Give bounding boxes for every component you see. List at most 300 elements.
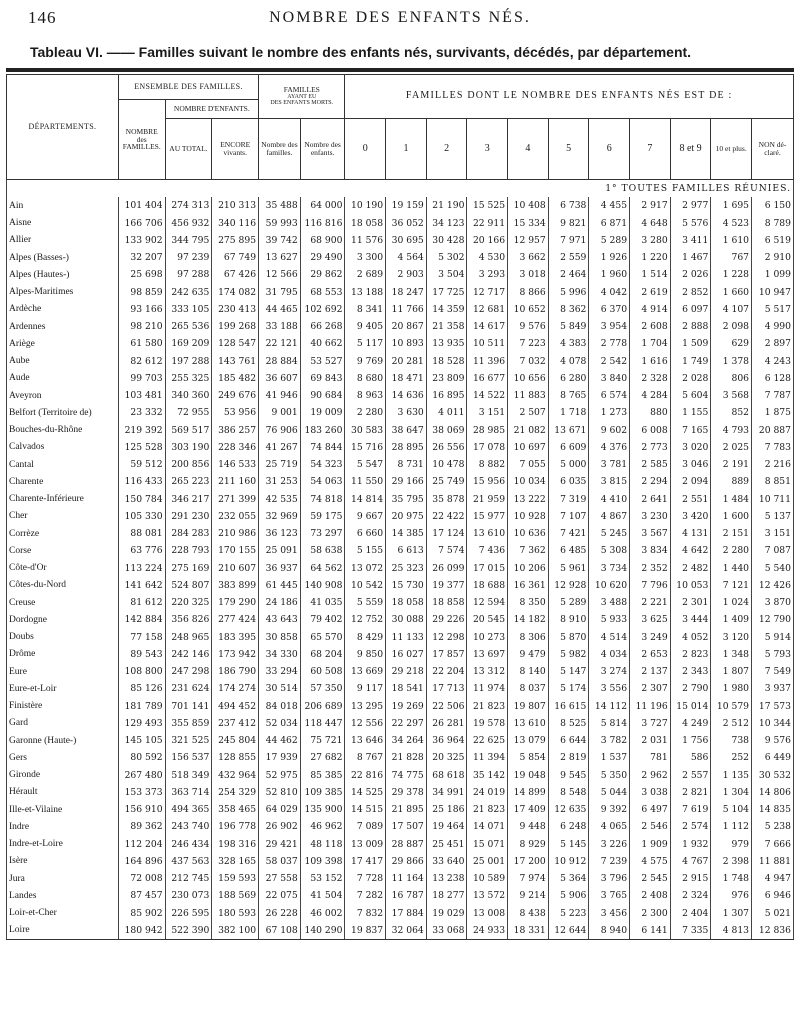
table-cell: 12 426: [752, 577, 794, 594]
table-cell: 63 776: [118, 542, 165, 559]
table-cell: 30 583: [345, 422, 386, 439]
header-col-6: 6: [589, 119, 630, 180]
table-cell: 29 421: [259, 836, 301, 853]
table-row: [7, 577, 794, 594]
table-cell: 2 653: [630, 646, 671, 663]
table-cell: 1 610: [711, 232, 752, 249]
table-cell: 36 123: [259, 525, 301, 542]
table-row: [7, 784, 794, 801]
table-row: [7, 749, 794, 766]
table-cell: 3 293: [467, 266, 508, 283]
table-cell: 20 325: [426, 749, 467, 766]
table-cell: 252: [711, 749, 752, 766]
table-cell: 16 677: [467, 370, 508, 387]
table-cell: 199 268: [212, 318, 259, 335]
table-cell: 146 533: [212, 456, 259, 473]
department-name: Ardèche: [7, 301, 119, 318]
header-fd-nombre-familles: Nombre des familles.: [259, 119, 301, 180]
department-name: Jura: [7, 870, 119, 887]
table-cell: 8 525: [548, 715, 589, 732]
table-cell: 82 612: [118, 353, 165, 370]
table-cell: 4 813: [711, 922, 752, 940]
table-cell: 135 900: [300, 801, 345, 818]
table-cell: 99 703: [118, 370, 165, 387]
table-cell: 16 787: [386, 887, 427, 904]
table-cell: 8 350: [508, 594, 549, 611]
table-row: [7, 370, 794, 387]
table-cell: 1 155: [670, 404, 711, 421]
header-ensemble: ENSEMBLE DES FAMILLES.: [118, 75, 258, 100]
table-cell: 586: [670, 749, 711, 766]
table-cell: 1 467: [670, 249, 711, 266]
table-cell: 889: [711, 473, 752, 490]
table-cell: 9 448: [508, 818, 549, 835]
table-row: [7, 284, 794, 301]
table-cell: 10 620: [589, 577, 630, 594]
table-cell: 25 323: [386, 560, 427, 577]
table-cell: 3 151: [467, 404, 508, 421]
department-name: Charente: [7, 473, 119, 490]
department-name: Doubs: [7, 629, 119, 646]
table-row: [7, 887, 794, 904]
department-name: Isère: [7, 853, 119, 870]
table-cell: 30 532: [752, 767, 794, 784]
department-name: Creuse: [7, 594, 119, 611]
table-cell: 54 323: [300, 456, 345, 473]
header-col-4: 4: [508, 119, 549, 180]
table-cell: 22 625: [467, 732, 508, 749]
table-cell: 1 409: [711, 611, 752, 628]
table-cell: 248 965: [165, 629, 212, 646]
table-cell: 22 816: [345, 767, 386, 784]
table-row: [7, 335, 794, 352]
table-row: [7, 732, 794, 749]
table-cell: 2 482: [670, 560, 711, 577]
table-cell: 8 306: [508, 629, 549, 646]
table-cell: 3 796: [589, 870, 630, 887]
table-cell: 18 058: [386, 594, 427, 611]
table-cell: 18 471: [386, 370, 427, 387]
table-cell: 19 837: [345, 922, 386, 940]
table-cell: 2 903: [386, 266, 427, 283]
table-cell: 1 509: [670, 335, 711, 352]
department-name: Indre: [7, 818, 119, 835]
section-row: [7, 180, 794, 198]
table-cell: 1 112: [711, 818, 752, 835]
table-cell: 11 974: [467, 680, 508, 697]
table-cell: 5 982: [548, 646, 589, 663]
table-title: Tableau VI. —— Familles suivant le nombre des enfants nés, survivants, décédés, par département.: [30, 44, 692, 60]
table-cell: 29 490: [300, 249, 345, 266]
table-cell: 102 692: [300, 301, 345, 318]
table-cell: 12 752: [345, 611, 386, 628]
table-cell: 245 804: [212, 732, 259, 749]
table-cell: 8 362: [548, 301, 589, 318]
table-cell: 27 558: [259, 870, 301, 887]
table-cell: 5 793: [752, 646, 794, 663]
table-cell: 8 731: [386, 456, 427, 473]
table-cell: 24 933: [467, 922, 508, 940]
table-cell: 9 117: [345, 680, 386, 697]
table-row: [7, 318, 794, 335]
header-col-3: 3: [467, 119, 508, 180]
table-cell: 303 190: [165, 439, 212, 456]
table-cell: 328 165: [212, 853, 259, 870]
table-cell: 13 697: [467, 646, 508, 663]
table-cell: 19 159: [386, 197, 427, 214]
table-cell: 198 316: [212, 836, 259, 853]
table-cell: 3 280: [630, 232, 671, 249]
department-name: Alpes (Basses-): [7, 249, 119, 266]
table-cell: 976: [711, 887, 752, 904]
table-cell: 101 404: [118, 197, 165, 214]
department-name: Gers: [7, 749, 119, 766]
table-cell: 74 844: [300, 439, 345, 456]
table-cell: 6 497: [630, 801, 671, 818]
table-cell: 90 684: [300, 387, 345, 404]
table-cell: 113 224: [118, 560, 165, 577]
table-cell: 53 527: [300, 353, 345, 370]
table-cell: 166 706: [118, 215, 165, 232]
table-cell: 74 818: [300, 491, 345, 508]
table-cell: 9 392: [589, 801, 630, 818]
table-cell: 22 297: [386, 715, 427, 732]
table-cell: 210 313: [212, 197, 259, 214]
table-cell: 4 648: [630, 215, 671, 232]
table-cell: 41 267: [259, 439, 301, 456]
table-cell: 5 155: [345, 542, 386, 559]
table-cell: 35 488: [259, 197, 301, 214]
table-cell: 39 742: [259, 232, 301, 249]
table-cell: 14 385: [386, 525, 427, 542]
table-cell: 129 493: [118, 715, 165, 732]
table-cell: 65 570: [300, 629, 345, 646]
table-cell: 31 795: [259, 284, 301, 301]
table-cell: 9 821: [548, 215, 589, 232]
table-cell: 3 230: [630, 508, 671, 525]
table-row: [7, 525, 794, 542]
table-cell: 4 249: [670, 715, 711, 732]
table-cell: 18 688: [467, 577, 508, 594]
table-cell: 30 088: [386, 611, 427, 628]
table-cell: 29 862: [300, 266, 345, 283]
table-cell: 17 884: [386, 905, 427, 922]
table-cell: 8 910: [548, 611, 589, 628]
table-cell: 61 445: [259, 577, 301, 594]
table-cell: 11 576: [345, 232, 386, 249]
table-cell: 25 091: [259, 542, 301, 559]
table-cell: 10 711: [752, 491, 794, 508]
header-col-5: 5: [548, 119, 589, 180]
table-cell: 69 843: [300, 370, 345, 387]
table-cell: 140 290: [300, 922, 345, 940]
table-cell: 1 440: [711, 560, 752, 577]
table-cell: 34 330: [259, 646, 301, 663]
table-row: [7, 870, 794, 887]
table-cell: 98 210: [118, 318, 165, 335]
table-cell: 43 643: [259, 611, 301, 628]
table-cell: 806: [711, 370, 752, 387]
table-cell: 14 112: [589, 698, 630, 715]
table-cell: 6 150: [752, 197, 794, 214]
table-cell: 34 264: [386, 732, 427, 749]
table-cell: 9 576: [508, 318, 549, 335]
table-cell: 4 376: [589, 439, 630, 456]
table-cell: 16 361: [508, 577, 549, 594]
table-cell: 629: [711, 335, 752, 352]
table-cell: 10 893: [386, 335, 427, 352]
table-row: [7, 611, 794, 628]
department-name: Finistère: [7, 698, 119, 715]
department-name: Indre-et-Loire: [7, 836, 119, 853]
table-cell: 13 079: [508, 732, 549, 749]
table-cell: 35 795: [386, 491, 427, 508]
table-cell: 103 481: [118, 387, 165, 404]
table-cell: 23 809: [426, 370, 467, 387]
table-cell: 7 319: [548, 491, 589, 508]
table-cell: 34 123: [426, 215, 467, 232]
table-cell: 4 564: [386, 249, 427, 266]
table-row: [7, 629, 794, 646]
table-cell: 18 247: [386, 284, 427, 301]
table-cell: 3 226: [589, 836, 630, 853]
table-cell: 74 775: [386, 767, 427, 784]
table-row: [7, 249, 794, 266]
table-cell: 7 362: [508, 542, 549, 559]
table-cell: 19 048: [508, 767, 549, 784]
table-cell: 2 559: [548, 249, 589, 266]
table-cell: 22 506: [426, 698, 467, 715]
table-cell: 26 556: [426, 439, 467, 456]
table-cell: 33 294: [259, 663, 301, 680]
table-cell: 81 612: [118, 594, 165, 611]
table-cell: 9 479: [508, 646, 549, 663]
table-cell: 22 075: [259, 887, 301, 904]
table-cell: 59 512: [118, 456, 165, 473]
table-cell: 17 409: [508, 801, 549, 818]
table-cell: 68 553: [300, 284, 345, 301]
table-cell: 6 280: [548, 370, 589, 387]
table-cell: 5 961: [548, 560, 589, 577]
table-cell: 8 429: [345, 629, 386, 646]
table-cell: 340 360: [165, 387, 212, 404]
table-cell: 42 535: [259, 491, 301, 508]
table-cell: 271 399: [212, 491, 259, 508]
table-cell: 21 823: [467, 698, 508, 715]
table-row: [7, 853, 794, 870]
table-cell: 3 444: [670, 611, 711, 628]
table-cell: 2 773: [630, 439, 671, 456]
table-cell: 20 975: [386, 508, 427, 525]
table-cell: 11 133: [386, 629, 427, 646]
table-cell: 2 790: [670, 680, 711, 697]
table-cell: 188 569: [212, 887, 259, 904]
table-cell: 44 462: [259, 732, 301, 749]
table-cell: 7 089: [345, 818, 386, 835]
table-cell: 880: [630, 404, 671, 421]
table-cell: 7 335: [670, 922, 711, 940]
table-cell: 6 248: [548, 818, 589, 835]
table-cell: 59 175: [300, 508, 345, 525]
table-cell: 10 636: [508, 525, 549, 542]
table-cell: 17 078: [467, 439, 508, 456]
table-cell: 64 562: [300, 560, 345, 577]
table-cell: 31 253: [259, 473, 301, 490]
table-cell: 40 662: [300, 335, 345, 352]
table-cell: 1 960: [589, 266, 630, 283]
page-header: [18, 6, 782, 32]
table-cell: 53 956: [212, 404, 259, 421]
table-cell: 2 404: [670, 905, 711, 922]
table-cell: 64 029: [259, 801, 301, 818]
table-cell: 3 249: [630, 629, 671, 646]
table-cell: 18 528: [426, 353, 467, 370]
table-cell: 5 174: [548, 680, 589, 697]
table-cell: 11 164: [386, 870, 427, 887]
department-name: Côtes-du-Nord: [7, 577, 119, 594]
table-cell: 141 642: [118, 577, 165, 594]
table-cell: 52 975: [259, 767, 301, 784]
department-name: Belfort (Territoire de): [7, 404, 119, 421]
table-cell: 3 630: [386, 404, 427, 421]
table-cell: 7 165: [670, 422, 711, 439]
table-cell: 249 676: [212, 387, 259, 404]
table-row: [7, 560, 794, 577]
table-cell: 4 065: [589, 818, 630, 835]
table-cell: 246 434: [165, 836, 212, 853]
table-cell: 518 349: [165, 767, 212, 784]
table-cell: 3 018: [508, 266, 549, 283]
table-cell: 21 895: [386, 801, 427, 818]
table-cell: 46 962: [300, 818, 345, 835]
table-cell: 3 420: [670, 508, 711, 525]
table-cell: 7 971: [548, 232, 589, 249]
table-cell: 7 121: [711, 577, 752, 594]
table-cell: 13 072: [345, 560, 386, 577]
table-cell: 10 408: [508, 197, 549, 214]
table-cell: 1 228: [711, 266, 752, 283]
table-cell: 6 141: [630, 922, 671, 940]
table-cell: 143 761: [212, 353, 259, 370]
table-cell: 18 331: [508, 922, 549, 940]
table-cell: 32 969: [259, 508, 301, 525]
table-cell: 77 158: [118, 629, 165, 646]
table-cell: 35 878: [426, 491, 467, 508]
header-familles-deces: [259, 75, 345, 119]
table-cell: 2 352: [630, 560, 671, 577]
table-cell: 3 556: [589, 680, 630, 697]
table-cell: 24 019: [467, 784, 508, 801]
table-cell: 59 993: [259, 215, 301, 232]
table-cell: 156 910: [118, 801, 165, 818]
table-cell: 2 098: [711, 318, 752, 335]
table-cell: 3 840: [589, 370, 630, 387]
table-cell: 2 301: [670, 594, 711, 611]
table-cell: 26 902: [259, 818, 301, 835]
table-cell: 5 289: [548, 594, 589, 611]
table-cell: 200 856: [165, 456, 212, 473]
table-cell: 333 105: [165, 301, 212, 318]
header-nombre-familles: NOMBRE des FAMILLES.: [118, 100, 165, 180]
table-cell: 41 946: [259, 387, 301, 404]
table-cell: 33 188: [259, 318, 301, 335]
table-cell: 210 607: [212, 560, 259, 577]
table-cell: 7 055: [508, 456, 549, 473]
table-cell: 13 610: [467, 525, 508, 542]
table-cell: 9 545: [548, 767, 589, 784]
table-cell: 13 222: [508, 491, 549, 508]
table-cell: 852: [711, 404, 752, 421]
table-cell: 180 593: [212, 905, 259, 922]
table-cell: 15 525: [467, 197, 508, 214]
table-cell: 89 362: [118, 818, 165, 835]
table-cell: 32 064: [386, 922, 427, 940]
table-cell: 6 738: [548, 197, 589, 214]
table-cell: 1 484: [711, 491, 752, 508]
table-cell: 36 964: [426, 732, 467, 749]
table-cell: 8 680: [345, 370, 386, 387]
table-cell: 29 218: [386, 663, 427, 680]
table-cell: 738: [711, 732, 752, 749]
table-cell: 17 015: [467, 560, 508, 577]
table-cell: 5 308: [589, 542, 630, 559]
table-cell: 11 396: [467, 353, 508, 370]
table-cell: 2 897: [752, 335, 794, 352]
table-row: [7, 680, 794, 697]
table-cell: 210 986: [212, 525, 259, 542]
table-cell: 4 410: [589, 491, 630, 508]
table-cell: 21 358: [426, 318, 467, 335]
table-row: [7, 232, 794, 249]
table-cell: 3 504: [426, 266, 467, 283]
table-cell: 14 835: [752, 801, 794, 818]
table-cell: 212 745: [165, 870, 212, 887]
table-cell: 10 190: [345, 197, 386, 214]
table-cell: 46 002: [300, 905, 345, 922]
header-nombre-enfants: NOMBRE D'ENFANTS.: [165, 100, 259, 119]
table-cell: 7 728: [345, 870, 386, 887]
table-cell: 1 909: [630, 836, 671, 853]
table-cell: 60 508: [300, 663, 345, 680]
table-cell: 11 766: [386, 301, 427, 318]
table-cell: 6 128: [752, 370, 794, 387]
table-cell: 16 895: [426, 387, 467, 404]
table-cell: 232 055: [212, 508, 259, 525]
table-cell: 1 756: [670, 732, 711, 749]
table-cell: 1 514: [630, 266, 671, 283]
table-cell: 228 346: [212, 439, 259, 456]
table-cell: 34 991: [426, 784, 467, 801]
table-cell: 93 166: [118, 301, 165, 318]
table-cell: 4 243: [752, 353, 794, 370]
table-cell: 3 834: [630, 542, 671, 559]
table-cell: 33 640: [426, 853, 467, 870]
table-cell: 61 580: [118, 335, 165, 352]
table-cell: 28 887: [386, 836, 427, 853]
table-cell: 21 828: [386, 749, 427, 766]
table-cell: 156 537: [165, 749, 212, 766]
table-cell: 27 682: [300, 749, 345, 766]
table-cell: 13 646: [345, 732, 386, 749]
table-cell: 5 238: [752, 818, 794, 835]
table-cell: 15 730: [386, 577, 427, 594]
table-cell: 142 884: [118, 611, 165, 628]
table-cell: 274 313: [165, 197, 212, 214]
table-cell: 14 522: [467, 387, 508, 404]
table-cell: 12 790: [752, 611, 794, 628]
table-cell: 4 131: [670, 525, 711, 542]
table-cell: 1 220: [630, 249, 671, 266]
